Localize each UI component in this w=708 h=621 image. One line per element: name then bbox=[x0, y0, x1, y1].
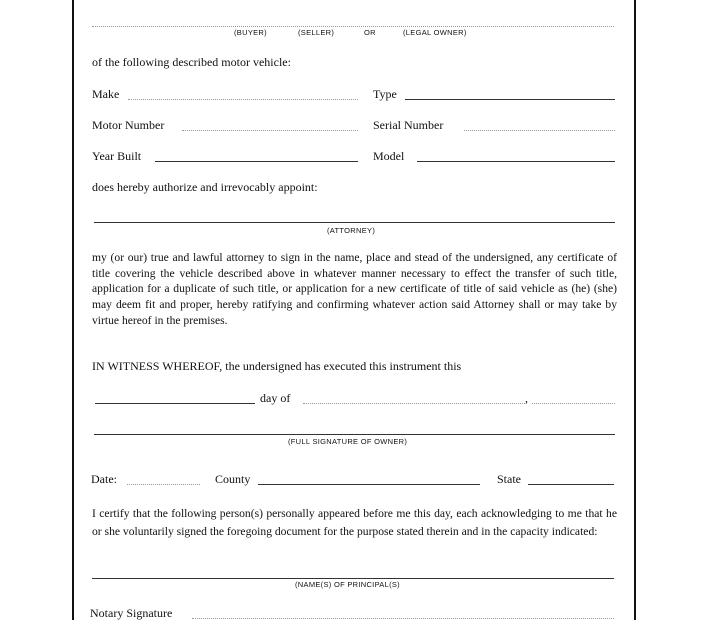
party-name-line[interactable] bbox=[92, 26, 614, 27]
appoint-text: does hereby authorize and irrevocably appoint: bbox=[92, 180, 318, 194]
make-label: Make bbox=[92, 87, 120, 101]
county-label: County bbox=[215, 472, 251, 486]
legal-owner-label: (LEGAL OWNER) bbox=[403, 28, 467, 37]
certify-paragraph: I certify that the following person(s) personally appeared before me this day, each acknowledging to me that he or she voluntarily signed the foregoing document for the purpose stated therein and in the capacity indicated: bbox=[92, 507, 617, 538]
state-field[interactable] bbox=[528, 484, 614, 485]
buyer-label: (BUYER) bbox=[234, 28, 267, 37]
state-label: State bbox=[497, 472, 521, 486]
witness-text: IN WITNESS WHEREOF, the undersigned has executed this instrument this bbox=[92, 359, 462, 373]
vehicle-intro: of the following described motor vehicle: bbox=[92, 55, 291, 69]
month-field[interactable] bbox=[303, 403, 525, 404]
year-built-field[interactable] bbox=[155, 161, 358, 162]
year-field[interactable] bbox=[532, 403, 615, 404]
motor-number-field[interactable] bbox=[182, 130, 358, 131]
attorney-line[interactable] bbox=[94, 222, 615, 223]
type-field[interactable] bbox=[405, 99, 615, 100]
make-field[interactable] bbox=[128, 99, 358, 100]
principals-label: (NAME(S) OF PRINCIPAL(S) bbox=[295, 580, 400, 589]
notary-signature-label: Notary Signature bbox=[90, 606, 173, 620]
page-right-border bbox=[634, 0, 636, 620]
date-label: Date: bbox=[91, 472, 117, 486]
serial-number-label: Serial Number bbox=[373, 118, 444, 132]
owner-signature-label: (FULL SIGNATURE OF OWNER) bbox=[288, 437, 408, 446]
day-field[interactable] bbox=[95, 403, 255, 404]
owner-signature-line[interactable] bbox=[94, 434, 615, 435]
or-label: OR bbox=[364, 28, 376, 37]
attorney-label: (ATTORNEY) bbox=[327, 226, 376, 235]
model-field[interactable] bbox=[417, 161, 615, 162]
day-of-label: day of bbox=[260, 391, 291, 405]
page-left-border bbox=[72, 0, 74, 620]
date-field[interactable] bbox=[127, 484, 200, 485]
comma-separator: , bbox=[525, 391, 528, 405]
model-label: Model bbox=[373, 149, 405, 163]
serial-number-field[interactable] bbox=[464, 130, 615, 131]
county-field[interactable] bbox=[258, 484, 480, 485]
principals-line[interactable] bbox=[92, 578, 614, 579]
notary-signature-field[interactable] bbox=[192, 618, 614, 619]
type-label: Type bbox=[373, 87, 397, 101]
motor-number-label: Motor Number bbox=[92, 118, 165, 132]
attorney-paragraph: my (or our) true and lawful attorney to sign in the name, place and stead of the undersigned, any certificate of title covering the vehicle described above in whatever manner necessary to effect the transfer of such title, application for a duplicate of such title, or application for a new certificate of title of said vehicle as (he) (she) may deem fit and proper, hereby ratifying and confirming whatever action said Attorney shall or may take by virtue hereof in the premises. bbox=[92, 251, 617, 327]
year-built-label: Year Built bbox=[92, 149, 142, 163]
seller-label: (SELLER) bbox=[298, 28, 335, 37]
